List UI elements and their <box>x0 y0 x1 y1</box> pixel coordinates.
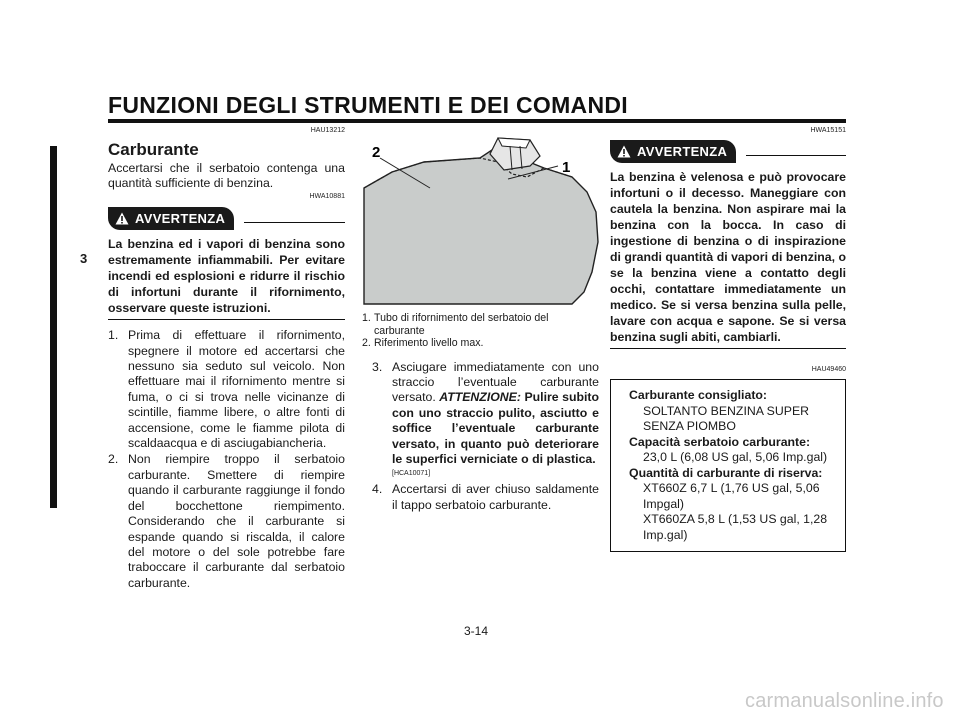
page-header-title: FUNZIONI DEGLI STRUMENTI E DEI COMANDI <box>108 92 628 118</box>
reserve-value-xt660za: XT660ZA 5,8 L (1,53 US gal, 1,28 Imp.gal) <box>643 512 828 542</box>
attention-text: Pulire subito con uno straccio pulito, asciutto e soffice l’eventuale carburante versato, in quanto può deteriorare le superfici verniciate o di plastica. <box>392 390 599 466</box>
step-number: 3. <box>372 359 383 374</box>
step-text: Non riempire troppo il serbatoio carburante. Smettere di riempire quando il carburante raggiunge il fondo del bocchettone riempimento. Considerando che il carburante si espande quando si riscalda, il calore del motore o del sole potrebbe fare traboccare il carburante dal serbatoio carburante. <box>128 452 345 590</box>
step3-text: Asciugare immediatamente con uno straccio l’eventuale carburante versato. <box>392 359 599 405</box>
section-title: Carburante <box>108 140 199 159</box>
recommended-fuel-value: SOLTANTO BENZINA SUPER SENZA PIOMBO <box>643 403 810 434</box>
column-middle <box>362 126 599 514</box>
reserve-value-xt660z: XT660Z 6,7 L (1,76 US gal, 5,06 Impgal) <box>643 481 820 511</box>
caption-item <box>362 337 599 350</box>
tank-capacity-label: Capacità serbatoio carburante: <box>629 434 811 449</box>
tank-capacity-value: 23,0 L (6,08 US gal, 5,06 Imp.gal) <box>643 450 828 465</box>
chapter-side-tab <box>50 146 57 508</box>
header-rule <box>108 119 846 123</box>
recommended-fuel-label: Carburante consigliato: <box>629 388 768 403</box>
warning-badge <box>108 207 234 230</box>
warning-label: AVVERTENZA <box>135 210 226 226</box>
reference-code: HAU13212 <box>310 127 345 134</box>
figure-label-2: 2 <box>372 144 381 161</box>
list-item <box>372 482 599 513</box>
warning-code: HWA10881 <box>309 192 345 200</box>
caution-code: [HCA10071] <box>392 470 431 478</box>
reserve-label: Quantità di carburante di riserva: <box>629 465 823 480</box>
warning-badge <box>610 140 736 163</box>
step-text: Prima di effettuare il rifornimento, spegnere il motore ed accertarsi che nessuno sia seduto sul veicolo. Non effettuare mai il rifornimento mentre si fuma, o ci si trova nelle vicinanze di scintille, fiamme libere, o altre fonti di accensione, come le fiamme pilota di scaldaacqua e di asciugabiancheria. <box>128 328 345 451</box>
warning-rule <box>244 222 345 224</box>
column-left <box>108 126 345 592</box>
step-text: Accertarsi di aver chiuso saldamente il tappo serbatoio carburante. <box>392 482 599 512</box>
watermark: carmanualsonline.info <box>745 690 944 712</box>
warning-triangle-icon <box>115 212 129 225</box>
warning-text: La benzina è velenosa e può provocare infortuni o il decesso. Maneggiare con cautela la benzina. Non aspirare mai la benzina con la bocca. In caso di ingestione di benzina o di inspirazione di grandi quantità di vapori di benzina, o se la benzina viene a contatto degli occhi, contattare immediatamente un medico. Se si versa benzina sulla pelle, lavare con acqua e sapone. Se si versa benzina sugli abiti, cambiarli. <box>610 169 846 349</box>
warning-header <box>610 140 846 163</box>
step-number: 1. <box>108 328 119 343</box>
warning-code: HWA15151 <box>810 127 846 134</box>
caption-text: Riferimento livello max. <box>374 337 484 349</box>
step-list-final <box>362 482 599 513</box>
step-list <box>108 328 345 591</box>
warning-rule <box>746 155 846 157</box>
attention-label: ATTENZIONE: <box>439 390 521 405</box>
caption-number: 2. <box>362 337 371 349</box>
step-number: 4. <box>372 482 383 497</box>
figure-caption <box>362 312 599 350</box>
fuel-spec-box <box>610 379 846 552</box>
column-right <box>610 126 846 552</box>
fuel-tank-illustration <box>362 132 599 310</box>
page-number: 3-14 <box>464 624 489 638</box>
warning-triangle-icon <box>617 145 631 158</box>
caption-number: 1. <box>362 312 371 324</box>
list-item <box>108 452 345 591</box>
intro-text: Accertarsi che il serbatoio contenga una quantità sufficiente di benzina. <box>108 161 345 191</box>
warning-label: AVVERTENZA <box>637 144 728 159</box>
reference-code: HAU49460 <box>811 366 846 374</box>
caption-text: Tubo di rifornimento del serbatoio del carburante <box>374 312 549 337</box>
fuel-tank-figure <box>362 132 599 310</box>
chapter-number: 3 <box>80 251 88 266</box>
warning-header <box>108 207 345 230</box>
warning-text: La benzina ed i vapori di benzina sono estremamente infiammabili. Per evitare incendi ed esplosioni e ridurre il rischio di infortuni durante il rifornimento, osservare queste istruzioni. <box>108 236 345 320</box>
caption-item <box>362 312 599 337</box>
figure-label-1: 1 <box>562 159 571 176</box>
list-item <box>108 328 345 451</box>
step-list-continued <box>362 360 599 468</box>
list-item <box>372 360 599 468</box>
step-number: 2. <box>108 452 119 467</box>
step-text <box>392 360 599 468</box>
